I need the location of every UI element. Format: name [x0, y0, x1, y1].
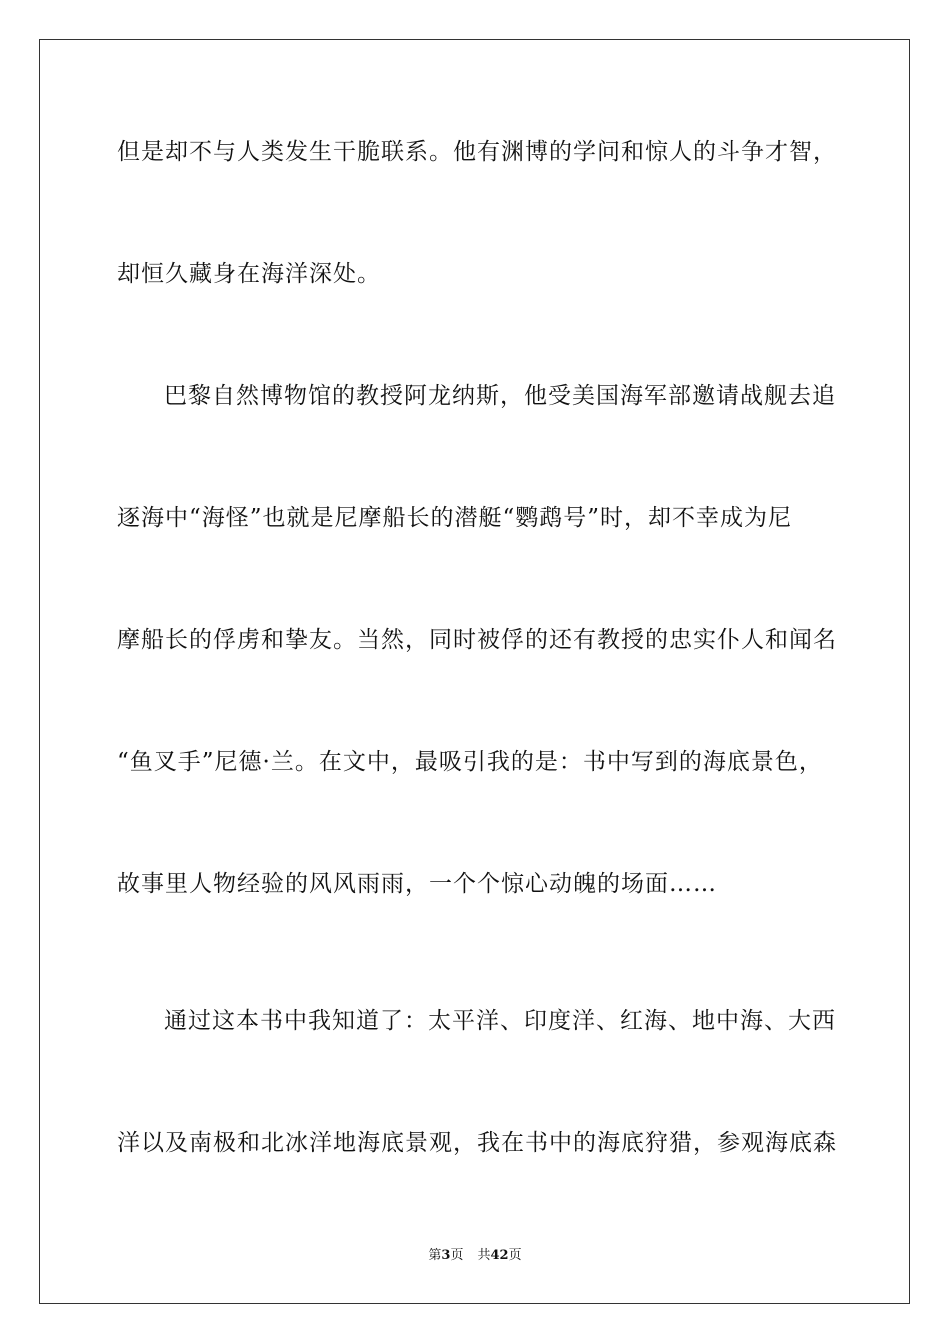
page-border: [39, 39, 910, 1304]
text-line-6: “鱼叉手”尼德·兰。在文中，最吸引我的是：书中写到的海底景色，: [117, 749, 823, 775]
text-line-2: 却恒久藏身在海洋深处。: [117, 261, 381, 287]
footer-page-prefix: 第: [428, 1248, 442, 1263]
text-line-4: 逐海中“海怪”也就是尼摩船长的潜艇“鹦鹉号”时，却不幸成为尼: [117, 505, 793, 531]
footer-total-pages: 42: [490, 1248, 509, 1263]
page-footer: [0, 1247, 950, 1265]
text-line-1: 但是却不与人类发生干脆联系。他有渊博的学问和惊人的斗争才智，: [117, 139, 837, 165]
footer-page-number: 3: [441, 1248, 451, 1263]
text-line-7: 故事里人物经验的风风雨雨，一个个惊心动魄的场面……: [117, 871, 717, 897]
footer-total-suffix: 页: [508, 1248, 522, 1263]
text-line-9: 洋以及南极和北冰洋地海底景观，我在书中的海底狩猎，参观海底森: [117, 1130, 837, 1156]
footer-total-prefix: 共: [477, 1248, 491, 1263]
footer-page-suffix: 页: [450, 1248, 464, 1263]
text-line-8-paragraph-start: 通过这本书中我知道了：太平洋、印度洋、红海、地中海、大西: [164, 1008, 836, 1034]
text-line-5: 摩船长的俘虏和挚友。当然，同时被俘的还有教授的忠实仆人和闻名: [117, 627, 837, 653]
text-line-3-paragraph-start: 巴黎自然博物馆的教授阿龙纳斯，他受美国海军部邀请战舰去追: [164, 383, 836, 409]
